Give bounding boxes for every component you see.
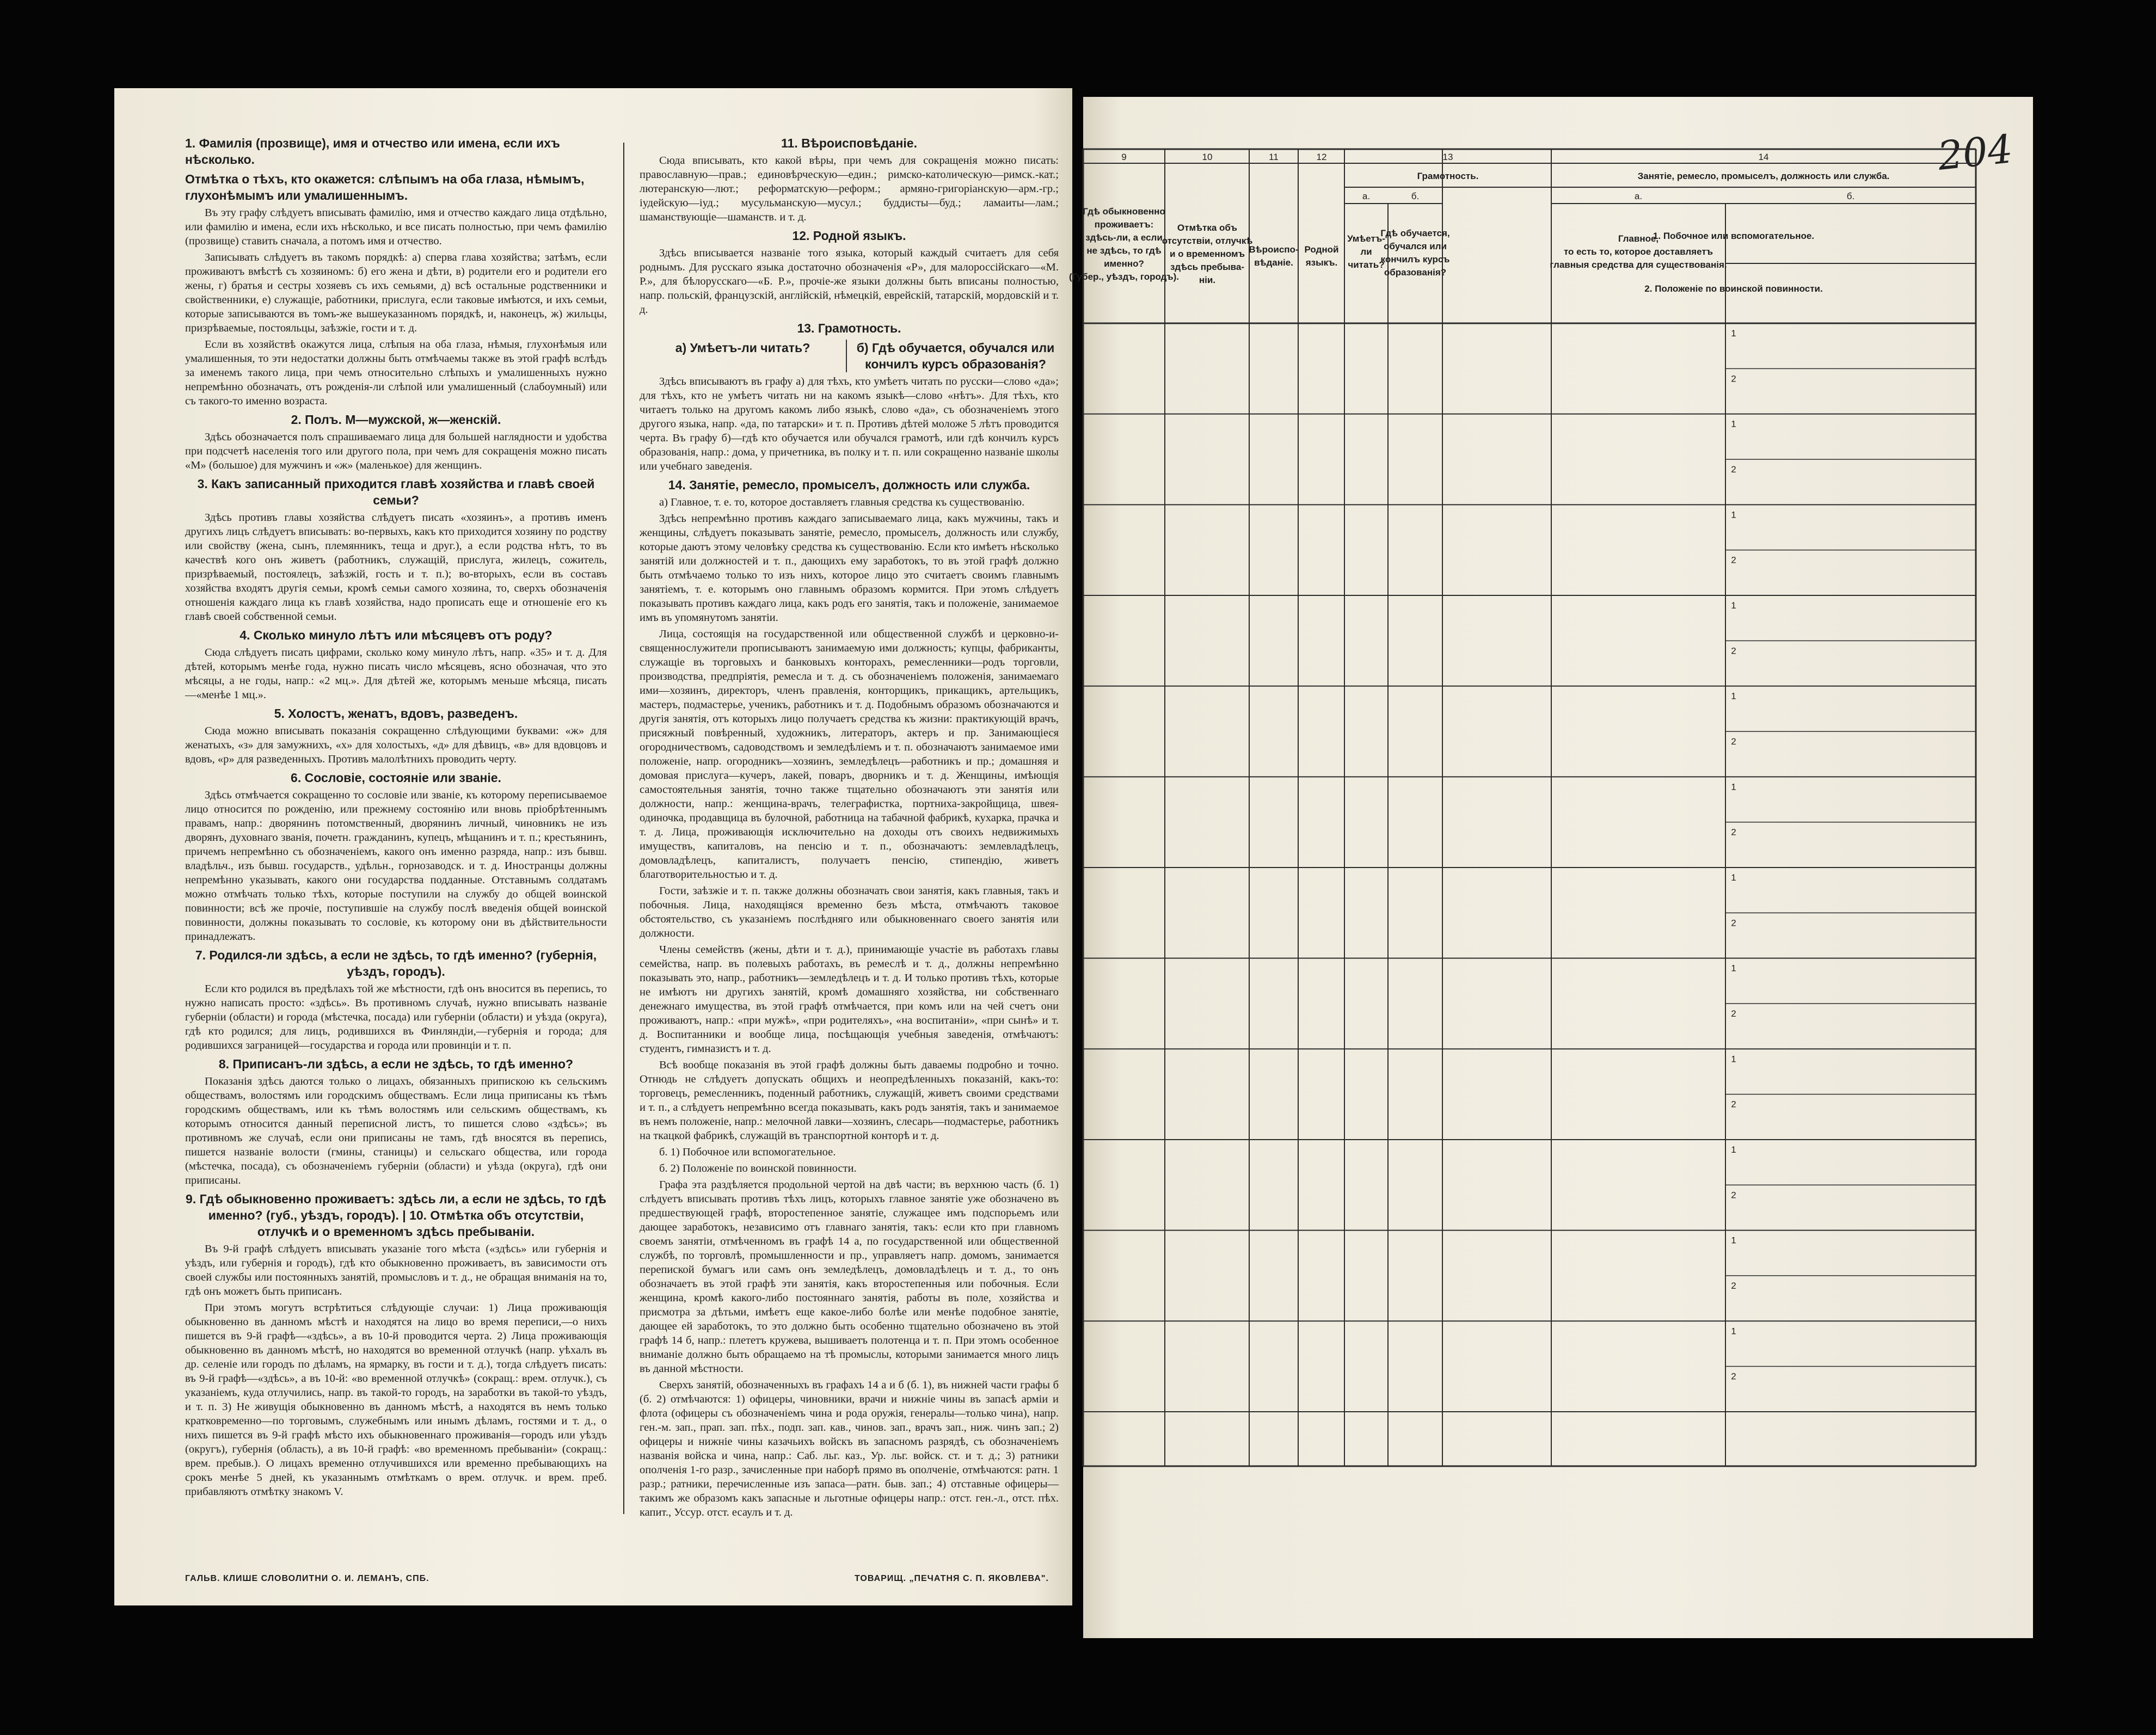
col12-header: Родной (1304, 244, 1339, 255)
section-heading: 5. Холостъ, женатъ, вдовъ, разведенъ. (274, 706, 518, 721)
sub-row-label: 1 (1731, 1235, 1736, 1246)
section-heading: 3. Какъ записанный приходится главѣ хозяйства и главѣ своей семьи? (197, 477, 595, 507)
printer-imprint-left: ГАЛЬВ. КЛИШЕ СЛОВОЛИТНИ О. И. ЛЕМАНЪ, СПБ. (185, 1574, 429, 1583)
col13b-header: Гдѣ обучается, (1380, 228, 1450, 238)
col10-header: ніи. (1199, 275, 1216, 285)
sub-row-label: 2 (1731, 373, 1736, 384)
col12-header: языкъ. (1305, 257, 1338, 268)
sub-row-label: 2 (1731, 1008, 1736, 1019)
col14b-header-1: 1. Побочное или вспомогательное. (1653, 231, 1815, 241)
column-divider (623, 143, 624, 1514)
section-heading: 13. Грамотность. (797, 321, 901, 335)
col13b-header: кончилъ курсъ (1380, 254, 1450, 264)
instruction-paragraph: Сверхъ занятій, обозначенныхъ въ графахъ 14 а и б (б. 1), въ нижней части графы б (б. 2) отмѣчаются: 1) офицеры, чиновники, врачи и нижніе чины въ запасѣ арміи и флота (офицеры съ обозначеніемъ чина и рода оружія, генералы—только чина), напр. ген.-м. зап., прап. зап. пѣх., подп. зап. кав., чинов. зап., врачъ зап., ниж. чинъ зап.; 2) офицеры и нижніе чины казачьихъ войскъ въ запасномъ разрядѣ, съ обозначеніемъ названія войска и чина, напр.: Саб. льг. каз., Ур. льг. войск. ст. и т. д.; 3) ратники ополченія 1-го разр., зачисленные при наборѣ прямо въ ополченіе, отмѣчаются: ратн. 1 разр.; ратники, перечисленные изъ запаса—ратн. быв. зап.; 4) отставные офицеры—такимъ же образомъ какъ запасные и льготные офицеры напр.: отст. ген.-л., отст. пѣх. капит., Уссур. отст. есаулъ и т. д. (640, 1379, 1059, 1518)
sub-row-label: 1 (1731, 509, 1736, 520)
instruction-paragraph: Если въ хозяйствѣ окажутся лица, слѣпыя на оба глаза, нѣмыя, глухонѣмыя или умалишенныя, то эти недостатки должны быть отмѣчаемы также въ этой графѣ вслѣдъ за именемъ такого лица, при чемъ относительно слѣпыхъ и умалишенныхъ нужно непремѣнно обозначать, отъ рожденія-ли слѣпой или умалишенный (слабоумный) или съ такого-то именно возраста. (185, 339, 607, 407)
instruction-paragraph: Сюда можно вписывать показанія сокращенно слѣдующими буквами: «ж» для женатыхъ, «з» для замужнихъ, «х» для холостыхъ, «д» для дѣвицъ, «в» для вдовцовъ и вдовъ, «р» для разведенныхъ. Противъ малолѣтнихъ проводить черту. (185, 725, 607, 765)
sub-row-label: 2 (1731, 1099, 1736, 1110)
sub-row-label: 1 (1731, 1326, 1736, 1337)
handwritten-page-number: 204 (1935, 126, 2015, 179)
col9-header: именно? (1104, 259, 1144, 269)
instruction-paragraph: Графа эта раздѣляется продольной чертой на двѣ части; въ верхнюю часть (б. 1) слѣдуетъ вписывать противъ тѣхъ лицъ, которыхъ главное занятіе уже обозначено въ предшествующей графѣ, второстепенное занятіе, служащее имъ подспорьемъ или дающее заработокъ, независимо отъ главнаго занятія, такъ: если кто при главномъ своемъ занятіи, отмѣченномъ въ графѣ 14 а, по государственной или общественной службѣ, по торговлѣ, промышленности и пр., управляетъ напр. домомъ, занимается перепиской бумагъ или самъ онъ земледѣлецъ, домовладѣлецъ и т. д., то онъ обозначаетъ въ этой графѣ эти занятія, какъ второстепенныя или побочныя. Если женщина, кромѣ какого-либо постояннаго занятія, работы въ поле, хозяйства и присмотра за дѣтьми, имѣетъ еще какое-либо болѣе или менѣе подобное занятіе, дающее ей заработокъ, то это должно быть особенно тщательно обозначено въ этой графѣ 14 б, напр.: плететъ кружева, вышиваетъ полотенца и т. п. При этомъ особенное вниманіе должно быть обращаемо на тѣ промыслы, которыми занимается много лицъ въ данной мѣстности. (640, 1179, 1059, 1375)
col13a-label: а. (1362, 191, 1371, 201)
printer-imprint-right: ТОВАРИЩ. „ПЕЧАТНЯ С. П. ЯКОВЛЕВА". (855, 1574, 1049, 1583)
instruction-paragraph: Гости, заѣзжіе и т. п. также должны обозначать свои занятія, какъ главныя, такъ и побочныя. Лица, находящіяся временно безъ мѣста, отмѣчаютъ таковое обстоятельство, съ указаніемъ послѣдняго или обыкновеннаго своего занятія или должности. (640, 885, 1059, 939)
instruction-paragraph: Члены семействъ (жены, дѣти и т. д.), принимающіе участіе въ работахъ главы семейства, напр. въ полевыхъ работахъ, въ ремеслѣ и т. д., должны непремѣнно показывать это, напр., работникъ—земледѣлецъ и т. д. И только противъ тѣхъ, которые не имѣютъ ни другихъ занятій, кромѣ домашняго хозяйства, ни собственнаго денежнаго имущества, въ этой графѣ отмѣчается, при комъ или на чей счетъ они проживаютъ, напр.: «при мужѣ», «при родителяхъ», «на воспитаніи», «при сынѣ» и т. д. Воспитанники и вообще лица, посѣщающія учебныя заведенія, отмѣчаютъ: студентъ, гимназистъ и т. д. (640, 944, 1059, 1055)
sub-row-label: 2 (1731, 1281, 1736, 1291)
col14a-header: главныя средства для существованія. (1550, 260, 1727, 270)
instruction-paragraph: Здѣсь отмѣчается сокращенно то сословіе или званіе, къ которому переписываемое лицо относится по рожденію, или прежнему состоянію или вновь пріобрѣтеннымъ правамъ, напр.: дворянинъ потомственный, дворянинъ личный, чиновникъ не изъ дворянъ, духовнаго званія, почетн. гражданинъ, купецъ, мѣщанинъ и т. п.; крестьянинъ, причемъ непремѣнно съ обозначеніемъ, какого онъ именно разряда, напр.: изъ бывш. владѣльч., изъ бывш. государств., удѣльн., горнозаводск. и т. д. Иностранцы должны непремѣнно указывать, какого они государства подданные. Отставнымъ солдатамъ можно отмѣчать только тѣхъ, которые поступили на службу до общей воинской повинности; всѣ же прочіе, поступившіе на службу послѣ введенія общей воинской повинности, должны показывать то сословіе, къ которому они въ дѣйствительности принадлежатъ. (185, 789, 607, 943)
instruction-paragraph: Здѣсь вписываютъ въ графу а) для тѣхъ, кто умѣетъ читать по русски—слово «да»; для тѣхъ, кто не умѣетъ читать ни на какомъ языкѣ—слово «нѣтъ». Для тѣхъ, кто читаетъ только на другомъ какомъ либо языкѣ, слово «да», съ обозначеніемъ этого другого языка, напр. «да, по татарски» и т. п. Противъ дѣтей моложе 5 лѣтъ проводится черта. Въ графу б)—гдѣ кто обучается или обучался грамотѣ, или гдѣ кончилъ курсъ образованія, напр.: дома, у причетника, въ полку и т. п. или сокращенно названіе школы или учебнаго заведенія. (640, 376, 1059, 472)
sub-row-label: 2 (1731, 1371, 1736, 1382)
census-table (1069, 149, 1981, 1482)
column-number: 12 (1316, 152, 1327, 162)
sub-row-label: 2 (1731, 555, 1736, 565)
col13a-header: читать? (1348, 260, 1385, 270)
instruction-paragraph: Если кто родился въ предѣлахъ той же мѣстности, гдѣ онъ вносится въ перепись, то нужно написать просто: «здѣсь». Въ противномъ случаѣ, нужно вписывать названіе губерніи (области) и города (мѣстечка, посада) или губерніи (области) и уѣзда (округа), гдѣ кто родился; для лицъ, родившихся въ Финляндіи,—губернія и города; для родившихся заграницей—государства и города или провинціи и т. п. (185, 983, 607, 1051)
col9-header: здѣсь-ли, а если (1085, 232, 1163, 243)
column-number: 13 (1442, 152, 1453, 162)
instruction-paragraph: Сюда вписывать, кто какой вѣры, при чемъ для сокращенія можно писать: православную—прав.; единовѣрческую—един.; римско-католическую—римск.-кат.; лютеранскую—лют.; реформатскую—реформ.; армяно-григоріанскую—арм.-гр.; іудейскую—іуд.; мусульманскую—мусул.; буддисты—буд.; ламаиты—лам.; шаманствующіе—шаманств. и т. д. (640, 155, 1059, 223)
col14b-label: б. (1846, 191, 1855, 201)
col13-header: Грамотность. (1417, 171, 1479, 181)
instruction-paragraph: Сюда слѣдуетъ писать цифрами, сколько кому минуло лѣтъ, напр. «35» и т. д. Для дѣтей, которымъ менѣе года, нужно писать число мѣсяцевъ, ясно обозначая, что это мѣсяцы, а не годы, напр.: «2 мц.». Для дѣтей же, которымъ меньше мѣсяца, писать—«менѣе 1 мц.». (185, 647, 607, 701)
instructions-column-left (185, 132, 607, 1501)
section-heading: 11. Вѣроисповѣданіе. (781, 136, 917, 150)
col14a-header: то есть то, которое доставляетъ (1563, 247, 1713, 257)
section-heading: Отмѣтка о тѣхъ, кто окажется: слѣпымъ на оба глаза, нѣмымъ, глухонѣмымъ или умалишеннымъ. (185, 172, 585, 202)
instruction-paragraph: Здѣсь непремѣнно противъ каждаго записываемаго лица, какъ мужчины, такъ и женщины, слѣдуетъ показывать занятіе, ремесло, промыселъ, должность или службу, которые даютъ этому человѣку средства къ существованію. Если кто имѣетъ нѣсколько занятій или должностей и т. п., дающихъ ему заработокъ, то въ этой графѣ должно быть отмѣчаемо только то изъ нихъ, которое лицо это считаетъ своимъ главнымъ занятіемъ, т. е. которымъ оно главнымъ образомъ кормится. При этомъ слѣдуетъ показывать противъ каждаго лица, какъ родъ его занятія, такъ и положеніе, занимаемое имъ въ упомянутомъ занятіи. (640, 513, 1059, 624)
section-heading: 6. Сословіе, состояніе или званіе. (291, 771, 501, 785)
instruction-paragraph: Здѣсь вписывается названіе того языка, который каждый считаетъ для себя роднымъ. Для русскаго языка достаточно обозначенія «Р», для малороссійскаго—«М. Р.», для бѣлорусскаго—«Б. Р.», прочіе-же языки должны быть вписаны полностью, напр. польскій, французскій, англійскій, нѣмецкій, еврейскій, татарскій, мордовскій и т. д. (640, 247, 1059, 316)
section-heading: 7. Родился-ли здѣсь, а если не здѣсь, то гдѣ именно? (губернія, уѣздъ, городъ). (195, 948, 597, 979)
sub-row-label: 2 (1731, 645, 1736, 656)
section-heading: 9. Гдѣ обыкновенно проживаетъ: здѣсь ли, а если не здѣсь, то гдѣ именно? (губ., уѣздъ, городъ). | 10. Отмѣтка объ отсутствіи, отлучкѣ и о временномъ здѣсь пребываніи. (186, 1192, 606, 1239)
col13b-header: образованія? (1384, 267, 1447, 278)
col13b-label: б. (1411, 191, 1420, 201)
sub-row-label: 1 (1731, 691, 1736, 702)
instruction-paragraph: Здѣсь обозначается полъ спрашиваемаго лица для большей наглядности и удобства при подсчетѣ населенія того или другого пола, при чемъ для сокращенія можно писать «М» (большое) для мужчинъ и «ж» (маленькое) для женщинъ. (185, 431, 607, 471)
col10-header: и о временномъ (1169, 249, 1245, 259)
column-number: 9 (1121, 152, 1127, 162)
literacy-subheading: а) Умѣетъ-ли читать? (675, 341, 810, 355)
instruction-paragraph: б. 1) Побочное или вспомогательное. (659, 1146, 836, 1158)
col9-header: Гдѣ обыкновенно (1083, 206, 1165, 217)
col13a-header: ли (1360, 247, 1372, 257)
sub-row-label: 1 (1731, 1054, 1736, 1065)
col14a-header: Главное, (1618, 233, 1659, 244)
sub-row-label: 1 (1731, 963, 1736, 974)
col10-header: отсутствіи, отлучкѣ (1162, 236, 1253, 246)
col11-header: Вѣроиспо- (1249, 244, 1299, 255)
section-heading: 14. Занятіе, ремесло, промыселъ, должность или служба. (668, 478, 1030, 492)
sub-row-label: 1 (1731, 782, 1736, 792)
col13b-header: обучался или (1384, 241, 1447, 251)
sub-row-label: 2 (1731, 1190, 1736, 1201)
sub-row-label: 1 (1731, 419, 1736, 429)
literacy-subheading: б) Гдѣ обучается, обучался или кончилъ курсъ образованія? (846, 340, 1059, 372)
col10-header: здѣсь пребыва- (1170, 262, 1245, 272)
sub-row-label: 2 (1731, 827, 1736, 838)
col13a-header: Умѣетъ- (1347, 233, 1385, 244)
col9-header: (Губер., уѣздъ, городъ). (1069, 272, 1179, 282)
sub-row-label: 2 (1731, 918, 1736, 928)
col9-header: не здѣсь, то гдѣ (1086, 245, 1162, 256)
column-number: 14 (1758, 152, 1769, 162)
col14b-header-2: 2. Положеніе по воинской повинности. (1644, 284, 1823, 294)
sub-row-label: 1 (1731, 328, 1736, 339)
instruction-paragraph: Всѣ вообще показанія въ этой графѣ должны быть даваемы подробно и точно. Отнюдь не слѣдуетъ допускать общихъ и неопредѣленныхъ показаній, какъ-то: торговецъ, ремесленникъ, поденный работникъ, служащій, живетъ своими средствами и т. п., а слѣдуетъ непремѣнно всегда показывать, какъ родъ занятія, такъ и занимаемое въ немъ положеніе, напр.: мелочной лавки—хозяинъ, слесарь—подмастерье, работникъ на ткацкой фабрикѣ, служащій въ транспортной конторѣ и т. д. (640, 1059, 1059, 1142)
column-number: 10 (1202, 152, 1213, 162)
col11-header: вѣданіе. (1254, 257, 1293, 268)
instruction-paragraph: Записывать слѣдуетъ въ такомъ порядкѣ: а) сперва глава хозяйства; затѣмъ, если проживаютъ вмѣстѣ съ хозяиномъ: б) его жена и дѣти, в) родители его и родители его жены, г) братья и сестры хозяевъ съ ихъ семьями, д) всѣ остальные родственники и свойственники, е) служащіе, работники, прислуга, если таковые имѣются, и ихъ семьи, которые записываются въ томъ-же вышеуказанномъ порядкѣ, и, наконецъ, ж) жильцы, призрѣваемые, постояльцы, заѣзжіе, гости и т. д. (185, 251, 607, 334)
section-heading: 8. Приписанъ-ли здѣсь, а если не здѣсь, то гдѣ именно? (218, 1057, 574, 1071)
section-heading: 4. Сколько минуло лѣтъ или мѣсяцевъ отъ роду? (239, 628, 552, 642)
column-number: 11 (1269, 152, 1279, 162)
sub-row-label: 1 (1731, 1145, 1736, 1155)
literacy-subheadings (640, 340, 1059, 372)
section-heading: 1. Фамилія (прозвище), имя и отчество или имена, если ихъ нѣсколько. (185, 136, 560, 167)
section-heading: 2. Полъ. М—мужской, ж—женскій. (291, 413, 501, 427)
col14a-label: а. (1634, 191, 1643, 201)
sub-row-label: 1 (1731, 600, 1736, 611)
instruction-paragraph: а) Главное, т. е. то, которое доставляетъ главныя средства къ существованію. (659, 496, 1025, 508)
instruction-paragraph: Показанія здѣсь даются только о лицахъ, обязанныхъ припискою къ сельскимъ обществамъ, волостямъ или городскимъ обществамъ. Если лица приписаны къ тѣмъ городскимъ обществамъ, или къ тѣмъ волостямъ или сельскимъ обществамъ, къ которымъ относится данный переписной листъ, то пишется слово «здѣсь»; въ противномъ же случаѣ, если они приписаны не тамъ, гдѣ вносятся въ перепись, пишется названіе волости (гмины, станицы) и сельскаго общества, или города (мѣстечка, посада), съ обозначеніемъ губерніи (области) и уѣзда (округа), гдѣ они приписаны. (185, 1075, 607, 1186)
instruction-paragraph: При этомъ могутъ встрѣтиться слѣдующіе случаи: 1) Лица проживающія обыкновенно въ данномъ мѣстѣ и находятся на лицо во время переписи,—о нихъ пишется въ 9-й графѣ—«здѣсь», а въ 10-й проводится черта. 2) Лица проживающія обыкновенно въ данномъ мѣстѣ, но находятся во временной отлучкѣ (напр. уѣхалъ въ др. селеніе или городъ по дѣламъ, на ярмарку, въ гости и т. д.), тогда слѣдуетъ писать: въ 9-й графѣ—«здѣсь», а въ 10-й: «во временной отлучкѣ» (сокращ.: врем. отлучк.), съ указаніемъ, куда отлучились, напр. въ такой-то городъ, на заработки въ такой-то уѣздъ, и т. п. 3) Не живущія обыкновенно въ данномъ мѣстѣ, а находятся въ немъ только кратковременно—по торговымъ, служебнымъ или инымъ дѣламъ, гостями и т. д., о нихъ пишется въ 9-й графѣ мѣсто ихъ обыкновеннаго проживанія—городъ или уѣздъ (округъ), губернія (область), а въ 10-й графѣ: «во временномъ пребываніи» (сокращ.: врем. пребыв.). О лицахъ временно отлучившихся или временно пребывающихъ на срокъ менѣе 5 дней, къ указаннымъ отмѣткамъ о врем. отлучк. и врем. преб. прибавляютъ отмѣтку знакомъ V. (185, 1302, 607, 1498)
instruction-paragraph: Въ 9-й графѣ слѣдуетъ вписывать указаніе того мѣста («здѣсь» или губернія и уѣздъ, или губернія и городъ), гдѣ кто обыкновенно проживаетъ, въ зависимости отъ своей службы или постоянныхъ занятій, промысловъ и т. д., не обращая вниманія на то, гдѣ онъ можетъ быть приписанъ. (185, 1243, 607, 1297)
sub-row-label: 1 (1731, 872, 1736, 883)
col14-header: Занятіе, ремесло, промыселъ, должность или служба. (1637, 171, 1890, 181)
instructions-page (114, 88, 1072, 1605)
col9-header: проживаетъ: (1094, 219, 1154, 230)
section-heading: 12. Родной языкъ. (792, 229, 906, 243)
instructions-column-right (640, 132, 1059, 1522)
sub-row-label: 2 (1731, 464, 1736, 475)
census-form-page (1069, 97, 2033, 1638)
instruction-paragraph: Здѣсь противъ главы хозяйства слѣдуетъ писать «хозяинъ», а противъ именъ другихъ лицъ слѣдуетъ вписывать: во-первыхъ, какъ кто приходится хозяину по родству или свойству (жена, сынъ, племянникъ, теща и друг.), а если родства нѣтъ, то въ качествѣ кого онъ живетъ (работникъ, служащій, прислуга, жилецъ, сожитель, призрѣваемый, постоялецъ, заѣзжій, гость и т. п.); во-вторыхъ, если въ составъ хозяйства входятъ другія семьи, кромѣ семьи самого хозяина, то, сверхъ обозначенія отношенія каждаго лица къ главѣ хозяйства, надо прописать еще и отношеніе его къ главѣ своей собственной семьи. (185, 512, 607, 623)
instruction-paragraph: Лица, состоящія на государственной или общественной службѣ и церковно-и-священнослужители прописываютъ занимаемую ими должность; купцы, фабриканты, служащіе въ торговыхъ и банковыхъ конторахъ, ремесленники—родъ торговли, производства, предпріятія, ремесла и т. д. съ обозначеніемъ положенія, занимаемаго ими—хозяинъ, директоръ, членъ правленія, конторщикъ, прикащикъ, артельщикъ, мастеръ, подмастерье, ученикъ, работникъ и т. д. Подобнымъ образомъ обозначаются и другія занятія, отъ которыхъ лицо получаетъ средства къ жизни: практикующій врачъ, присяжный повѣренный, художникъ, литераторъ, актеръ и пр. Занимающіеся огородничествомъ, садоводствомъ и земледѣліемъ и т. п. обозначаютъ занимаемое ими положеніе, напр. огородникъ—хозяинъ, земледѣлецъ—работникъ и пр.; домашняя и домовая прислуга—кучеръ, лакей, поваръ, дворникъ и т. д. Женщины, имѣющія самостоятельныя занятія, точно также тщательно обозначаютъ эти занятія или должности, напр.: женщина-врачъ, телеграфистка, портниха-закройщица, швея-одиночка, продавщица въ булочной, работница на табачной фабрикѣ, кухарка, прачка и т. д. Лица, проживающія исключительно на доходы отъ своихъ недвижимыхъ имуществъ, капиталовъ, на пенсію и т. п., обозначаютъ: землевладѣлецъ, домовладѣлецъ, капиталистъ, получаетъ пенсію, стипендію, живетъ благотворительностью и т. д. (640, 628, 1059, 881)
sub-row-label: 2 (1731, 736, 1736, 747)
instruction-paragraph: б. 2) Положеніе по воинской повинности. (659, 1162, 857, 1174)
col10-header: Отмѣтка объ (1177, 223, 1238, 233)
instruction-paragraph: Въ эту графу слѣдуетъ вписывать фамилію, имя и отчество каждаго лица отдѣльно, или фамилію и имена, если ихъ нѣсколько, и все писать полностью, при чемъ фамилію (прозвище) ставить сначала, а потомъ имя и отчество. (185, 207, 607, 247)
